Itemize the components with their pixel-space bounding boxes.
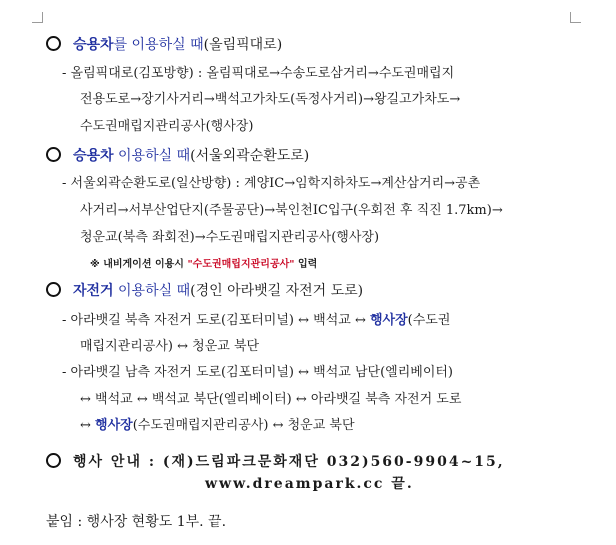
route-bike-south-tail: (수도권매립지관리공사) ↔ 청운교 북단 — [132, 418, 355, 433]
route-bike-south-line2: ↔ 백석교 ↔ 백석교 북단(엘리베이터) ↔ 아라뱃길 북측 자전거 도로 — [80, 392, 462, 407]
route-bike-south-arrow: ↔ — [80, 418, 96, 433]
route-bike-south-line1: - 아라뱃길 남측 자전거 도로(김포터미널) ↔ 백석교 남단(엘리베이터) — [62, 365, 454, 380]
heading-car-text: 를 이용하실 때 — [113, 37, 204, 53]
route-car-olympic-line2: 전용도로→장기사거리→백석고가차도(독정사거리)→왕길고가차도→ — [80, 92, 461, 107]
circle-bullet-icon — [46, 147, 61, 162]
heading-car-outer — [46, 146, 309, 166]
route-car-olympic-line3: 수도권매립지관리공사(행사장) — [80, 119, 254, 134]
route-bike-north-line2: 매립지관리공사) ↔ 청운교 북단 — [80, 339, 260, 354]
route-car-outer-line1: - 서울외곽순환도로(일산방향) : 계양IC→임학지하차도→계산삼거리→공촌 — [62, 176, 481, 191]
route-bike-south-line3 — [80, 416, 355, 436]
heading-car-keyword: 승용차 — [73, 37, 114, 53]
page-corner-mark-left — [32, 12, 43, 23]
route-car-outer-line3: 청운교(북측 좌회전)→수도권매립지관리공사(행사장) — [80, 230, 380, 245]
heading-car-olympic — [46, 35, 282, 55]
attachment-note: 붙임 : 행사장 현황도 1부. 끝. — [46, 514, 227, 530]
circle-bullet-icon — [46, 36, 61, 51]
contact-text: 행사 안내 : (재)드림파크문화재단 032)560-9904~15, — [73, 454, 505, 470]
page-corner-mark-right — [570, 12, 581, 23]
contact-line2: www.dreampark.cc 끝. — [205, 476, 414, 492]
heading-bike-keyword: 자전거 — [73, 283, 114, 299]
navigation-note-highlight: "수도권매립지관리공사" — [187, 259, 295, 270]
heading-car-route: (올림픽대로) — [203, 37, 283, 53]
route-bike-north-venue: 행사장 — [369, 313, 408, 328]
navigation-note — [90, 255, 317, 275]
route-car-olympic-line1: - 올림픽대로(김포방향) : 올림픽대로→수송도로삼거리→수도권매립지 — [62, 66, 455, 81]
route-bike-north-line1 — [62, 311, 450, 331]
heading-car-outer-text: 이용하실 때 — [118, 148, 191, 164]
heading-car-outer-route: (서울외곽순환도로) — [190, 148, 310, 164]
circle-bullet-icon — [46, 282, 61, 297]
contact-line1 — [46, 452, 505, 472]
heading-bike — [46, 281, 363, 301]
heading-car-outer-keyword: 승용차 — [73, 148, 114, 164]
route-bike-north-text: - 아라뱃길 북측 자전거 도로(김포터미널) ↔ 백석교 ↔ — [62, 313, 370, 328]
heading-bike-route: (경인 아라뱃길 자전거 도로) — [190, 283, 364, 299]
route-bike-north-tail: (수도권 — [407, 313, 451, 328]
heading-bike-text: 이용하실 때 — [118, 283, 191, 299]
route-car-outer-line2: 사거리→서부산업단지(주물공단)→북인천IC입구(우회전 후 직진 1.7km)→ — [80, 203, 503, 218]
navigation-note-prefix: ※ 내비게이션 이용시 — [90, 259, 188, 270]
route-bike-south-venue: 행사장 — [95, 418, 133, 433]
circle-bullet-icon — [46, 453, 61, 468]
navigation-note-suffix: 입력 — [294, 259, 318, 270]
